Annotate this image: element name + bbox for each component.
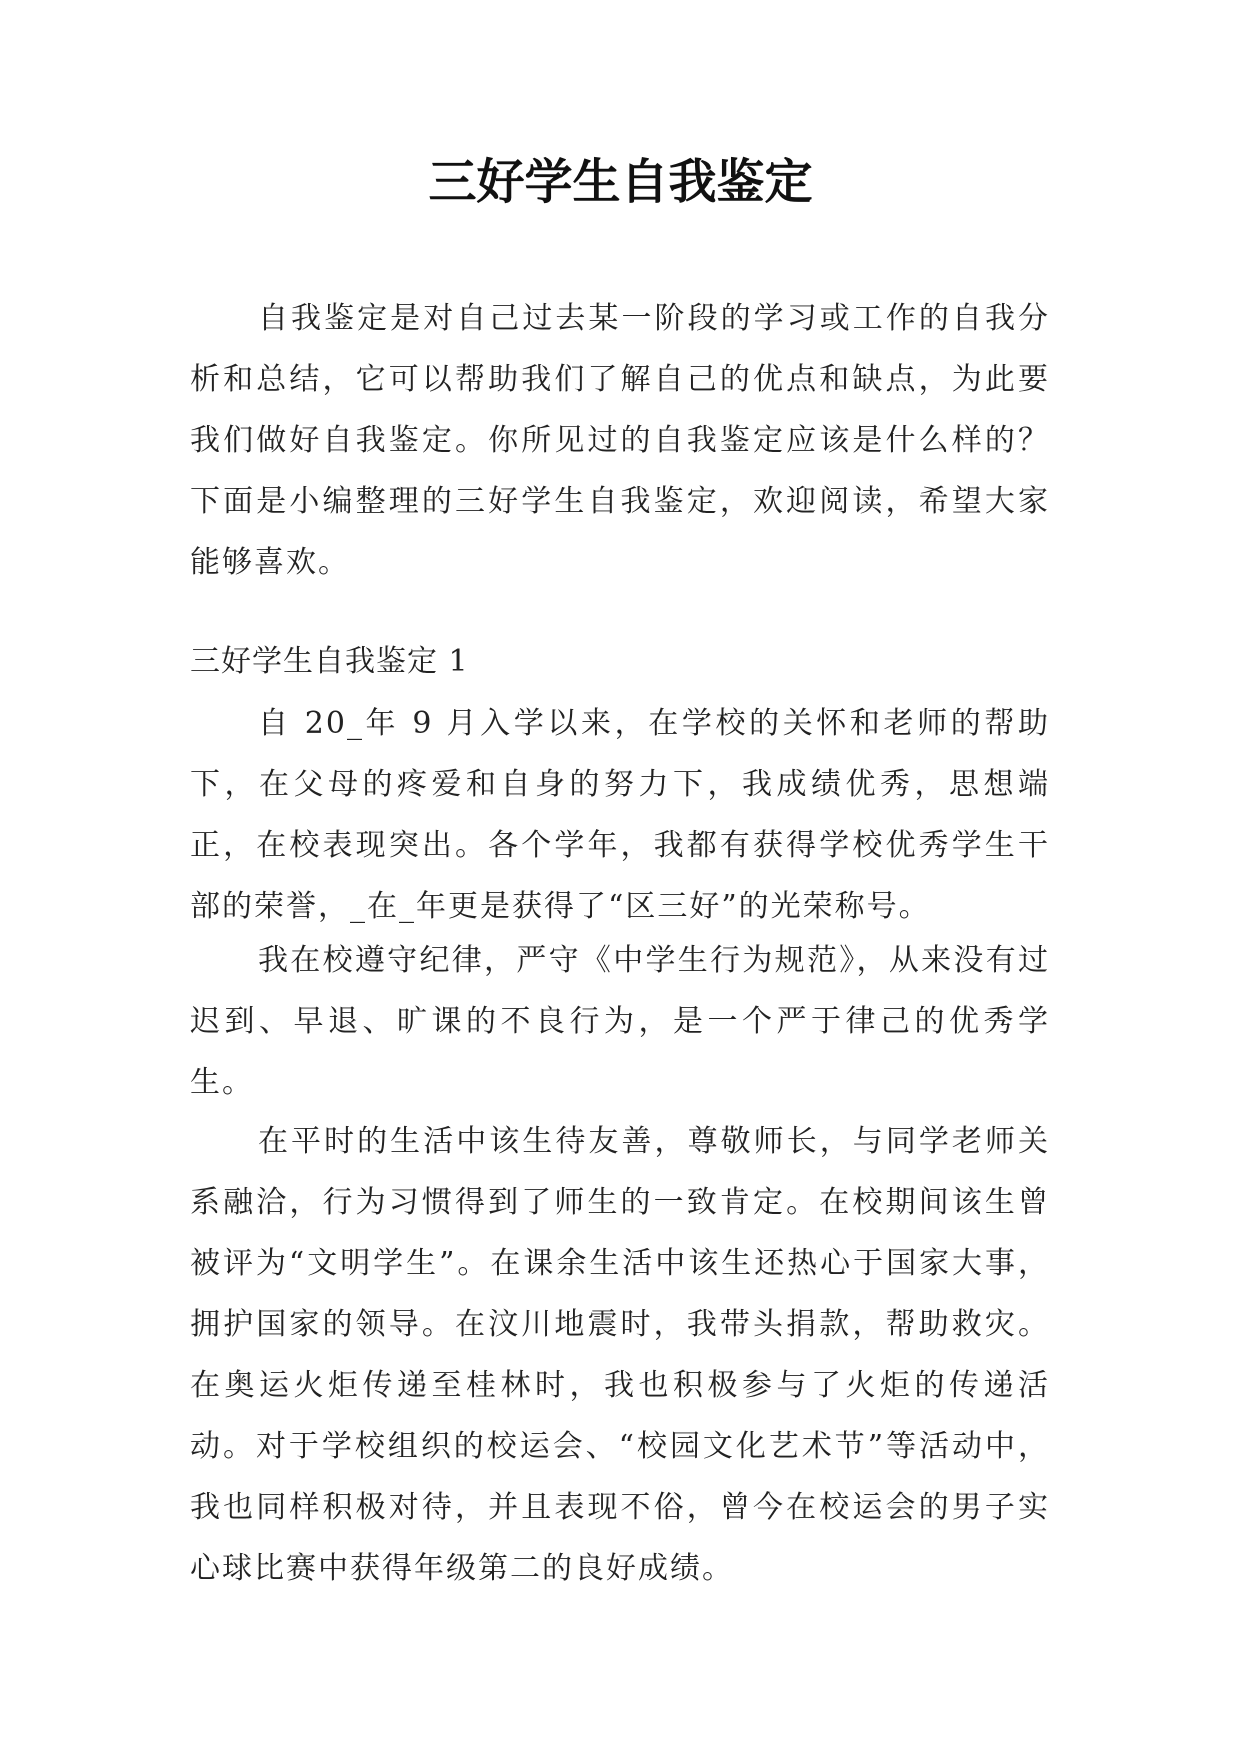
body-paragraph-1: 自 20_年 9 月入学以来，在学校的关怀和老师的帮助下，在父母的疼爱和自身的努力下，我成绩优秀，思想端正，在校表现突出。各个学年，我都有获得学校优秀学生干部的荣誉，_在_年更是获得了“区三好”的光荣称号。 — [190, 706, 1050, 924]
intro-paragraph: 自我鉴定是对自己过去某一阶段的学习或工作的自我分析和总结，它可以帮助我们了解自己的优点和缺点，为此要我们做好自我鉴定。你所见过的自我鉴定应该是什么样的？下面是小编整理的三好学生自我鉴定，欢迎阅读，希望大家能够喜欢。 — [190, 301, 1050, 580]
document-title: 三好学生自我鉴定 — [428, 154, 813, 210]
body-paragraph-2: 我在校遵守纪律，严守《中学生行为规范》，从来没有过迟到、早退、旷课的不良行为，是一个严于律己的优秀学生。 — [190, 943, 1050, 1100]
body-paragraph-3: 在平时的生活中该生待友善，尊敬师长，与同学老师关系融洽，行为习惯得到了师生的一致肯定。在校期间该生曾被评为“文明学生”。在课余生活中该生还热心于国家大事，拥护国家的领导。在汶川地震时，我带头捐款，帮助救灾。在奥运火炬传递至桂林时，我也积极参与了火炬的传递活动。对于学校组织的校运会、“校园文化艺术节”等活动中，我也同样积极对待，并且表现不俗，曾今在校运会的男子实心球比赛中获得年级第二的良好成绩。 — [190, 1124, 1050, 1586]
section-heading: 三好学生自我鉴定 1 — [190, 644, 469, 679]
